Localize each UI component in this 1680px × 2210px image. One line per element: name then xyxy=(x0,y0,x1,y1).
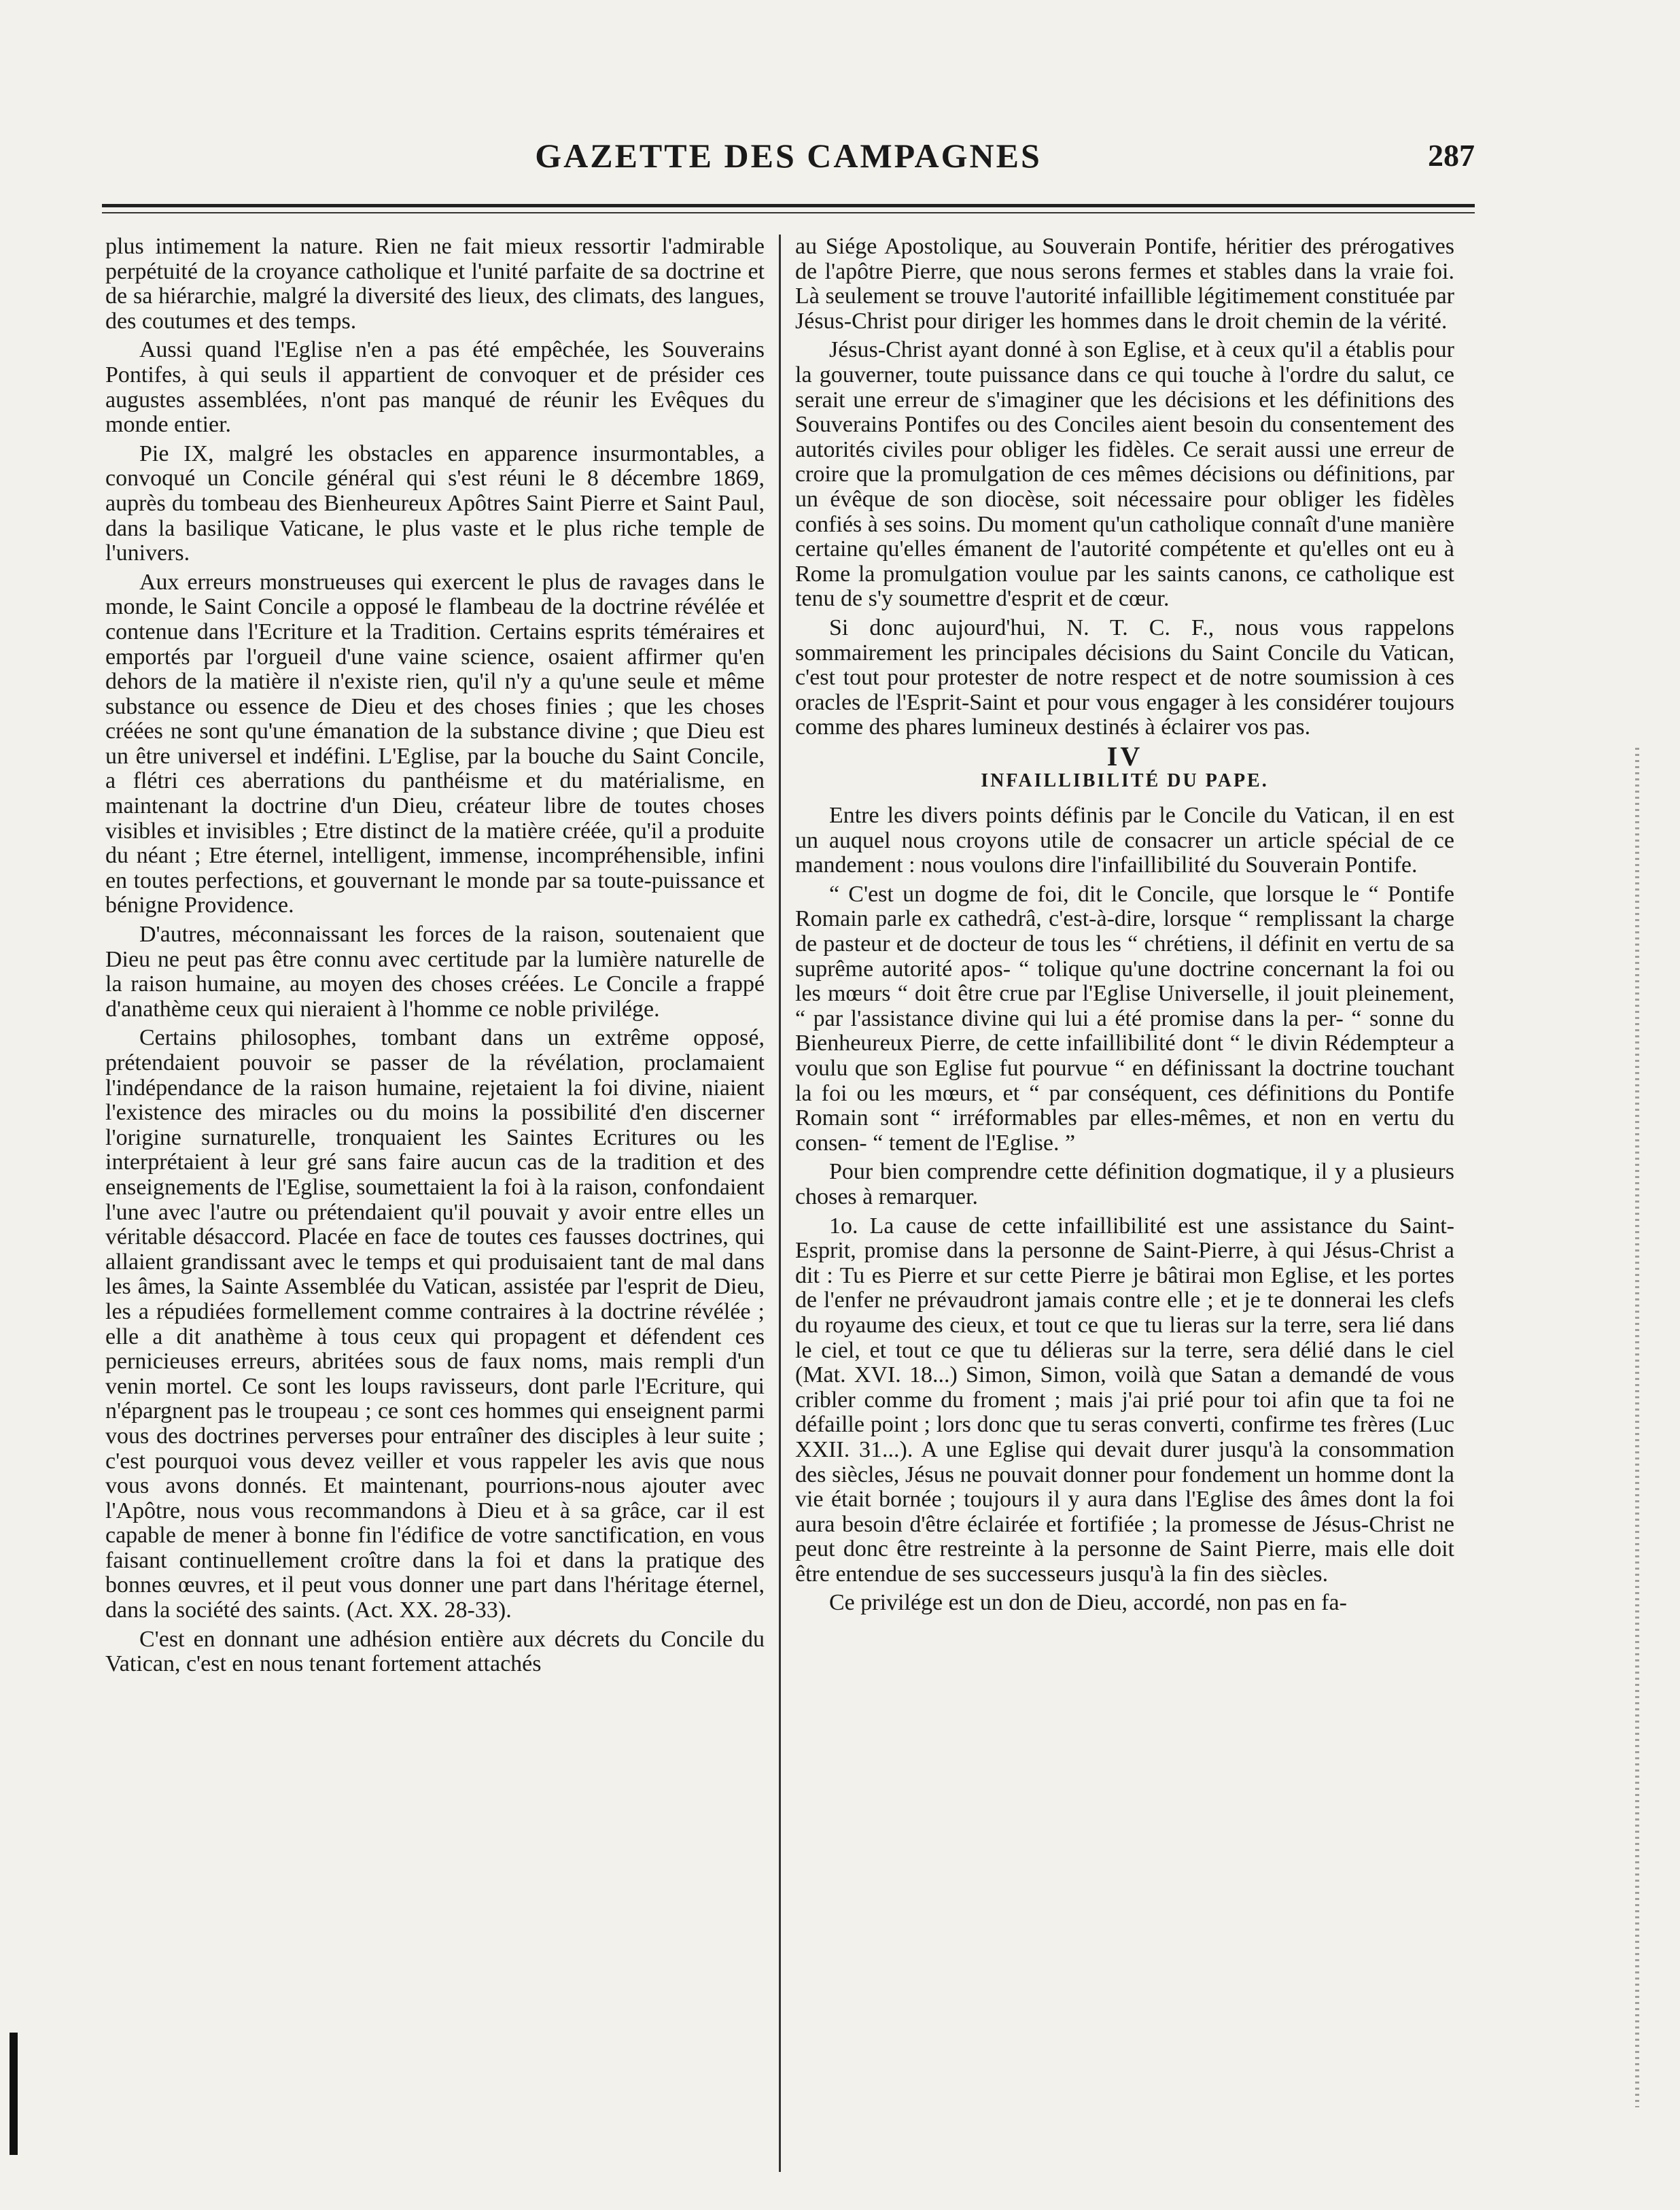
page-header xyxy=(102,136,1475,204)
paragraph: Certains philosophes, tombant dans un extrême opposé, prétendaient pouvoir se passer de la révélation, proclamaient l'indépendance de la raison humaine, rejetaient la foi divine, niaient l'existence des miracles ou du moins la possibilité d'en discerner l'origine surnaturelle, tronquaient les Saintes Ecritures ou les interprétaient à leur gré sans faire aucun cas de la tradition et des enseignements de l'Eglise, soumettaient la foi à la raison, confondaient l'une avec l'autre ou prétendaient qu'il pouvait y avoir entre elles un véritable désaccord. Placée en face de toutes ces fausses doctrines, qui allaient grandissant avec le temps et qui produisaient tant de mal dans les âmes, la Sainte Assemblée du Vatican, assistée par l'esprit de Dieu, les a répudiées formellement comme contraires à la doctrine révélée ; elle a dit anathème à tous ceux qui propagent et défendent ces pernicieuses erreurs, abritées sous de faux noms, mais rempli d'un venin mortel. Ce sont les loups ravisseurs, dont parle l'Ecriture, qui n'épargnent pas le troupeau ; ce sont ces hommes qui enseignent parmi vous des doctrines perverses pour entraîner des disciples à leur suite ; c'est pourquoi vous devez veiller et vous rappeler les avis que nous vous avons donnés. Et maintenant, pourrions-nous ajouter avec l'Apôtre, nous vous recommandons à Dieu et à sa grâce, car il est capable de mener à bonne fin l'édifice de votre sanctification, en vous faisant continuellement croître dans la foi et dans la pratique des bonnes œuvres, et il peut vous donner une part dans l'héritage éternel, dans la société des saints. (Act. XX. 28-33). xyxy=(105,1025,765,1623)
section-heading xyxy=(795,740,1454,794)
section-number: IV xyxy=(1106,740,1143,772)
paragraph: 1o. La cause de cette infaillibilité est une assistance du Saint-Esprit, promise dans la personne de Saint-Pierre, à qui Jésus-Christ a dit : Tu es Pierre et sur cette Pierre je bâtirai mon Eglise, et les portes de l'enfer ne prévaudront jamais contre elle ; et je te donnerai les clefs du royaume des cieux, et tout ce que tu lieras sur la terre, sera lié dans le ciel, et tout ce que tu délieras sur la terre, sera délié dans le ciel (Mat. XVI. 18...) Simon, Simon, voilà que Satan a demandé de vous cribler comme du froment ; mais j'ai prié pour toi afin que ta foi ne défaille point ; lors donc que tu seras converti, confirme tes frères (Luc XXII. 31...). A une Eglise qui devait durer jusqu'à la consommation des siècles, Jésus ne pouvait donner pour fondement un homme dont la vie était bornée ; toujours il y aura dans l'Eglise des âmes dont la foi aura besoin d'être éclairée et fortifiée ; la promesse de Jésus-Christ ne peut donc être restreinte à la personne de Saint Pierre, mais elle doit être entendue de ses successeurs jusqu'à la fin des siècles. xyxy=(795,1213,1454,1587)
paragraph: plus intimement la nature. Rien ne fait mieux ressortir l'admirable perpétuité de la croyance catholique et l'unité parfaite de sa doctrine et de sa hiérarchie, malgré la diversité des lieux, des climats, des langues, des coutumes et des temps. xyxy=(105,235,765,334)
section-title: INFAILLIBILITÉ DU PAPE. xyxy=(981,770,1269,792)
header-rule-thin xyxy=(102,212,1475,213)
paragraph: au Siége Apostolique, au Souverain Pontife, héritier des prérogatives de l'apôtre Pierre, que nous serons fermes et stables dans la vraie foi. Là seulement se trouve l'autorité infaillible légitimement constituée par Jésus-Christ pour diriger les hommes dans le droit chemin de la vérité. xyxy=(795,235,1454,334)
scan-edge-mark xyxy=(10,2033,18,2155)
paragraph: Aussi quand l'Eglise n'en a pas été empêchée, les Souverains Pontifes, à qui seuls il appartient de convoquer et de présider ces augustes assemblées, n'ont pas manqué de réunir les Evêques du monde entier. xyxy=(105,337,765,438)
paragraph: Entre les divers points définis par le Concile du Vatican, il en est un auquel nous croyons utile de consacrer un article spécial de ce mandement : nous voulons dire l'infaillibilité du Souverain Pontife. xyxy=(795,803,1454,878)
paragraph: Si donc aujourd'hui, N. T. C. F., nous vous rappelons sommairement les principales décisions du Saint Concile du Vatican, c'est tout pour protester de notre respect et de notre soumission à ces oracles de l'Esprit-Saint et pour vous engager à les considérer toujours comme des phares lumineux destinés à éclairer vos pas. xyxy=(795,615,1454,740)
gazette-title: GAZETTE DES CAMPAGNES xyxy=(535,137,1042,175)
column-divider xyxy=(779,235,781,2172)
page-number: 287 xyxy=(1428,138,1475,173)
left-column xyxy=(105,235,765,2172)
paragraph: Jésus-Christ ayant donné à son Eglise, et à ceux qu'il a établis pour la gouverner, toute puissance dans ce qui touche à l'ordre du salut, ce serait une erreur de s'imaginer que les décisions et les définitions des Souverains Pontifes ou des Conciles aient besoin du consentement des autorités civiles pour obliger les fidèles. Ce serait aussi une erreur de croire que la promulgation de ces mêmes décisions ou définitions, par un évêque de son diocèse, soit nécessaire pour obliger les fidèles confiés à ses soins. Du moment qu'un catholique connaît d'une manière certaine qu'elles émanent de l'autorité compétente et qu'elles ont eu à Rome la promulgation voulue par les saints canons, ce catholique est tenu de s'y soumettre d'esprit et de cœur. xyxy=(795,337,1454,612)
paragraph: Ce privilége est un don de Dieu, accordé, non pas en fa- xyxy=(829,1590,1347,1616)
scan-side-noise xyxy=(1635,748,1639,2107)
paragraph: Pour bien comprendre cette définition dogmatique, il y a plusieurs choses à remarquer. xyxy=(795,1159,1454,1209)
right-column xyxy=(795,235,1454,2172)
paragraph: C'est en donnant une adhésion entière aux décrets du Concile du Vatican, c'est en nous tenant fortement attachés xyxy=(105,1626,765,1677)
paragraph: “ C'est un dogme de foi, dit le Concile, que lorsque le “ Pontife Romain parle ex cathedrâ, c'est-à-dire, lorsque “ remplissant la charge de pasteur et de docteur de tous les “ chrétiens, il définit en vertu de sa suprême autorité apos- “ tolique qu'une doctrine concernant la foi ou les mœurs “ doit être crue par l'Eglise Universelle, il jouit pleinement, “ par l'assistance divine qui lui a été promise dans la per- “ sonne du Bienheureux Pierre, de cette infaillibilité dont “ le divin Rédempteur a voulu que son Eglise fut pourvue “ en définissant la doctrine touchant la foi ou les mœurs, et “ par conséquent, ces définitions du Pontife Romain sont “ irréformables par elles-mêmes, et non en vertu du consen- “ tement de l'Eglise. ” xyxy=(795,881,1454,1156)
paragraph: Aux erreurs monstrueuses qui exercent le plus de ravages dans le monde, le Saint Concile a opposé le flambeau de la doctrine révélée et contenue dans l'Ecriture et la Tradition. Certains esprits téméraires et emportés par l'orgueil d'une vaine science, osaient affirmer qu'en dehors de la matière il n'existe rien, qu'il n'y a qu'une seule et même substance ou essence de Dieu et des choses finies ; que les choses créées ne sont qu'une émanation de la substance divine ; que Dieu est un être universel et indéfini. L'Eglise, par la bouche du Saint Concile, a flétri ces aberrations du panthéisme et du matérialisme, en maintenant la doctrine d'un Dieu, créateur libre de toutes choses visibles et invisibles ; Etre distinct de la matière créée, qu'il a produite du néant ; Etre éternel, intelligent, immense, incompréhensible, infini en toutes perfections, et gouvernant le monde par sa toute-puissance et bénigne Providence. xyxy=(105,569,765,918)
paragraph: Pie IX, malgré les obstacles en apparence insurmontables, a convoqué un Concile général qui s'est réuni le 8 décembre 1869, auprès du tombeau des Bienheureux Apôtres Saint Pierre et Saint Paul, dans la basilique Vaticane, le plus vaste et le plus riche temple de l'univers. xyxy=(105,441,765,566)
paragraph: D'autres, méconnaissant les forces de la raison, soutenaient que Dieu ne peut pas être connu avec certitude par la lumière naturelle de la raison humaine, au moyen des choses créées. Le Concile a frappé d'anathème ceux qui nieraient à l'homme ce noble privilége. xyxy=(105,922,765,1022)
header-rule-thick xyxy=(102,204,1475,207)
